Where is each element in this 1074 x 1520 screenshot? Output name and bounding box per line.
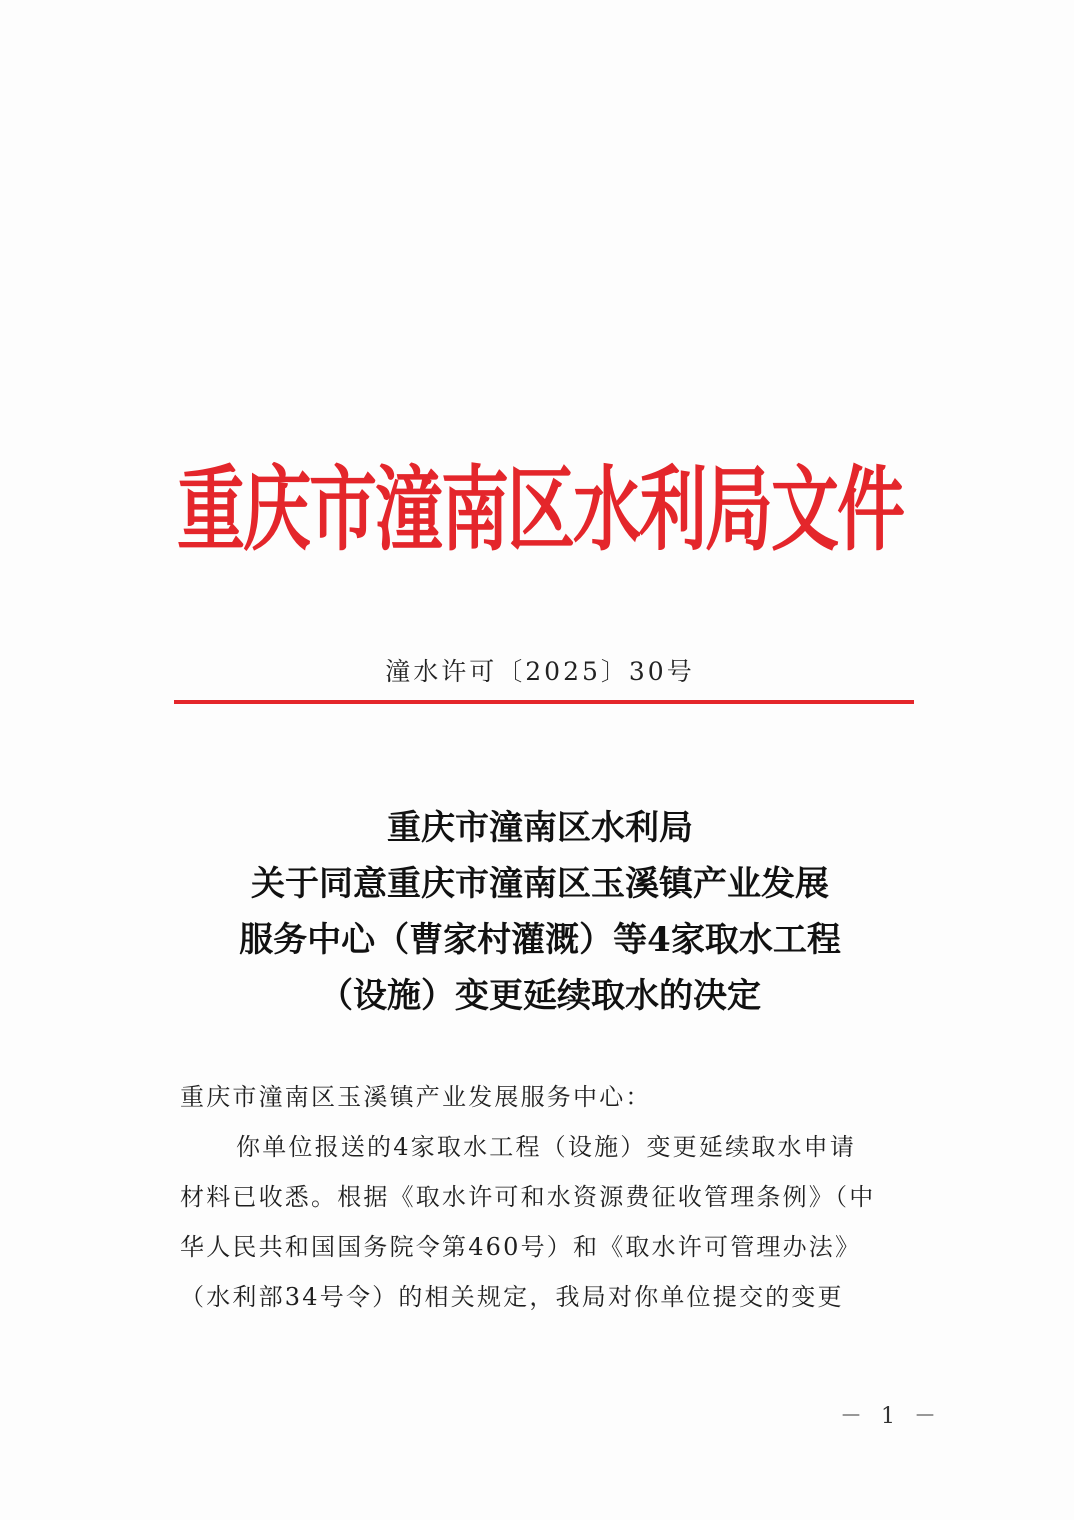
addressee: 重庆市潼南区玉溪镇产业发展服务中心： xyxy=(180,1083,652,1111)
body-line: 你单位报送的4家取水工程（设施）变更延续取水申请 xyxy=(236,1133,857,1161)
document-masthead: 重庆市潼南区水利局文件 xyxy=(176,458,903,565)
body-line: 华人民共和国国务院令第460号）和《取水许可管理办法》 xyxy=(180,1233,862,1261)
title-line: 重庆市潼南区水利局 xyxy=(387,808,693,848)
title-line: （设施）变更延续取水的决定 xyxy=(319,976,761,1016)
document-title xyxy=(140,800,940,1024)
red-separator-line xyxy=(174,700,914,704)
body-line: （水利部34号令）的相关规定，我局对你单位提交的变更 xyxy=(180,1283,844,1311)
title-line: 服务中心（曹家村灌溉）等4家取水工程 xyxy=(239,920,841,960)
document-body xyxy=(180,1072,916,1322)
body-line: 材料已收悉。根据《取水许可和水资源费征收管理条例》（中 xyxy=(180,1183,876,1211)
page-number: － 1 － xyxy=(840,1404,942,1429)
document-number: 潼水许可〔2025〕30号 xyxy=(385,657,695,686)
title-line: 关于同意重庆市潼南区玉溪镇产业发展 xyxy=(251,864,829,904)
